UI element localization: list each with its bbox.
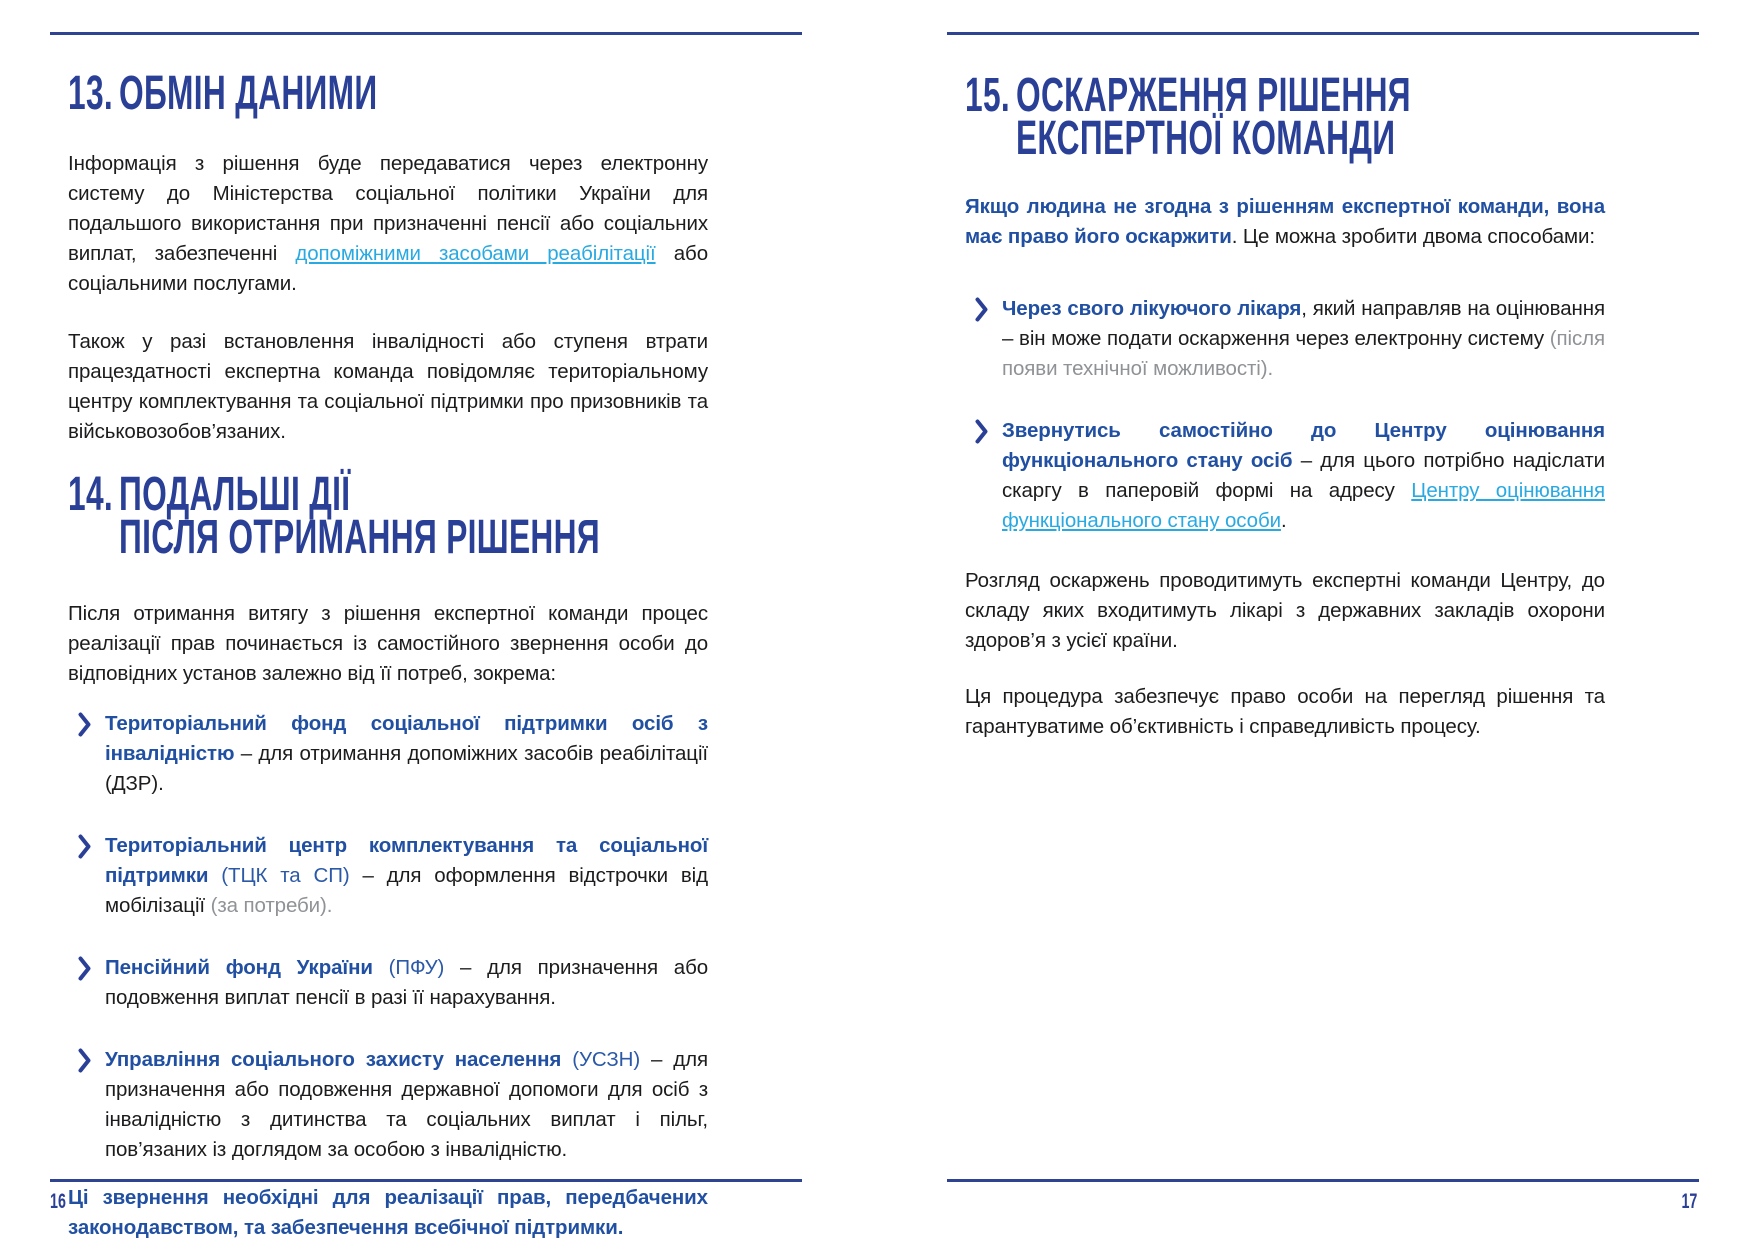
chevron-right-icon xyxy=(78,953,91,1013)
section-14-heading xyxy=(68,468,600,564)
text-run: , який направляв на оцінювання – він може подати оскарження через електронну систему xyxy=(1002,297,1605,351)
text-run: Територіальний центр комплектування та соціальної підтримки xyxy=(105,834,708,887)
text-run: або соціальними послугами. xyxy=(68,242,708,295)
appeal-options-list xyxy=(965,294,1605,536)
section-title-line: ПІСЛЯ ОТРИМАННЯ РІШЕННЯ xyxy=(118,511,600,564)
paragraph-data-exchange xyxy=(68,149,708,299)
section-title-line: ОСКАРЖЕННЯ РІШЕННЯ xyxy=(1015,69,1411,122)
text-run: . Це можна зробити двома способами: xyxy=(1231,225,1595,249)
text-run: (після появи технічної можливості). xyxy=(1002,327,1605,381)
chevron-right-icon xyxy=(975,416,988,536)
section-title-line: ПОДАЛЬШІ ДІЇ xyxy=(118,468,351,521)
text-run: (УСЗН) xyxy=(561,1048,641,1071)
chevron-right-icon xyxy=(78,1045,91,1165)
page-17 xyxy=(947,0,1699,1241)
text-run: Звернутись самостійно до Центру оцінювання функціонального стану осіб xyxy=(1002,419,1605,473)
list-item-via-doctor xyxy=(965,294,1605,384)
text-run: – для призначення або подовження державної допомоги для осіб з інвалідністю з дитинства та соціальних виплат і пільг, пов’язаних із доглядом за особою з інвалідністю. xyxy=(105,1048,708,1161)
page-number: 16 xyxy=(50,1190,66,1213)
text-run: – для оформлення відстрочки від мобілізації xyxy=(105,864,708,917)
text-run: (за потреби). xyxy=(210,894,333,917)
list-item-text xyxy=(105,953,708,1013)
text-run: Пенсійний фонд України xyxy=(105,956,373,979)
text-run: – для призначення або подовження виплат пенсії в разі її нарахування. xyxy=(105,956,709,1009)
text-run: – для отримання допоміжних засобів реабілітації (ДЗР). xyxy=(105,742,708,795)
page-number: 17 xyxy=(1681,1190,1697,1213)
list-item-text xyxy=(105,831,708,921)
chevron-right-icon xyxy=(975,294,988,384)
list-item-text xyxy=(1002,416,1605,536)
institutions-list xyxy=(68,709,708,1165)
section-title-line: ОБМІН ДАНИМИ xyxy=(118,67,378,120)
text-run: Інформація з рішення буде передаватися через електронну систему до Міністерства соціальної політики України для подальшого використання при призначенні пенсії або соціальних виплат, забезпеченні xyxy=(68,152,708,265)
list-item-pension-fund xyxy=(68,953,708,1013)
link-assessment-center-address[interactable]: Центру оцінювання функціонального стану особи xyxy=(1002,479,1606,533)
paragraph-procedure-guarantee: Ця процедура забезпечує право особи на перегляд рішення та гарантуватиме об’єктивність і справедливість процесу. xyxy=(965,685,1605,739)
chevron-right-icon xyxy=(78,709,91,799)
text-run: Через свого лікуючого лікаря xyxy=(1002,297,1302,321)
paragraph-outro: Ці звернення необхідні для реалізації прав, передбачених законодавством, та забезпечення всебічної підтримки. xyxy=(68,1186,708,1239)
text-run: Територіальний фонд соціальної підтримки осіб з інвалідністю xyxy=(105,712,708,765)
section-title-line: ЕКСПЕРТНОЇ КОМАНДИ xyxy=(1015,112,1396,165)
list-item-via-center xyxy=(965,416,1605,536)
list-item-text xyxy=(105,709,708,799)
text-run: (ПФУ) xyxy=(372,956,445,979)
paragraph-review-teams: Розгляд оскаржень проводитимуть експертні команди Центру, до складу яких входитимуть лікарі з державних закладів охорони здоров’я з усієї країни. xyxy=(965,569,1605,653)
text-run: Управління соціального захисту населення xyxy=(105,1048,562,1071)
text-run: (ТЦК та СП) xyxy=(208,864,350,887)
list-item-text xyxy=(105,1045,708,1165)
list-item-tck-sp xyxy=(68,831,708,921)
section-number: 13. xyxy=(68,67,114,120)
list-item-territorial-fund xyxy=(68,709,708,799)
page-16 xyxy=(50,0,802,1241)
section-number: 14. xyxy=(68,468,114,521)
paragraph-next-steps-intro: Після отримання витягу з рішення експертної команди процес реалізації прав починається із самостійного звернення особи до відповідних установ залежно від її потреб, зокрема: xyxy=(68,602,708,685)
section-15-heading xyxy=(965,69,1411,165)
list-item-uszn xyxy=(68,1045,708,1165)
paragraph-military-notify: Також у разі встановлення інвалідності або ступеня втрати працездатності експертна команда повідомляє територіальному центру комплектування та соціальної підтримки про призовників та військовозобов’язаних. xyxy=(68,330,708,443)
section-13-heading xyxy=(68,67,490,120)
chevron-right-icon xyxy=(78,831,91,921)
link-assistive-rehab-devices[interactable]: допоміжними засобами реабілітації xyxy=(295,242,656,265)
section-number: 15. xyxy=(965,69,1011,122)
text-run: . xyxy=(1280,509,1287,533)
paragraph-appeal-intro xyxy=(965,192,1605,252)
list-item-text xyxy=(1002,294,1605,384)
text-run: – для цього потрібно надіслати скаргу в паперовій формі на адресу xyxy=(1002,449,1606,503)
text-run: Якщо людина не згодна з рішенням експертної команди, вона має право його оскаржити xyxy=(965,195,1605,249)
